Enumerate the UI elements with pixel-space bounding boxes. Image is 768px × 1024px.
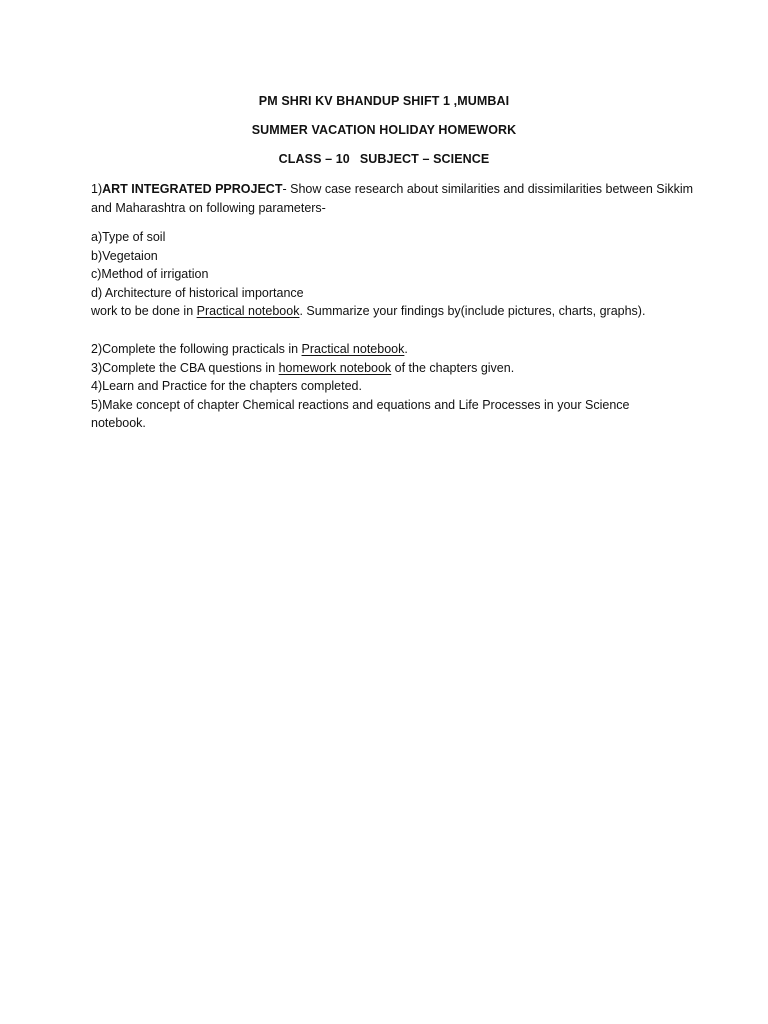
work-instruction xyxy=(91,302,691,321)
task-1-number: 1) xyxy=(91,182,103,196)
task-3-text: 3)Complete the CBA questions in xyxy=(91,360,279,375)
work-suffix: . Summarize your findings by(include pictures, charts, graphs). xyxy=(299,304,646,319)
class-subject-line xyxy=(0,152,768,166)
task-5-line-2: notebook. xyxy=(91,416,146,431)
task-1-text: - Show case research about similarities and dissimilarities between Sikkim xyxy=(282,182,694,196)
param-vegetation: b)Vegetaion xyxy=(91,248,158,263)
parameter-list xyxy=(91,228,691,321)
task-1-heading: ART INTEGRATED PPROJECT xyxy=(102,182,283,196)
task-3-suffix: of the chapters given. xyxy=(391,360,515,375)
task-2-text: 2)Complete the following practicals in xyxy=(91,342,302,356)
task-5-line-1: 5)Make concept of chapter Chemical reactions and equations and Life Processes in your Science xyxy=(91,397,630,412)
param-irrigation: c)Method of irrigation xyxy=(91,267,209,282)
subject-label: SUBJECT – SCIENCE xyxy=(359,152,490,166)
task-list xyxy=(91,340,691,433)
practical-notebook-ref-2: Practical notebook xyxy=(301,342,405,356)
task-1 xyxy=(91,180,694,217)
school-name: PM SHRI KV BHANDUP SHIFT 1 ,MUMBAI xyxy=(258,94,510,108)
task-1-line-1 xyxy=(91,180,694,199)
homework-title: SUMMER VACATION HOLIDAY HOMEWORK xyxy=(251,123,517,137)
work-prefix: work to be done in xyxy=(91,304,197,319)
homework-notebook-ref: homework notebook xyxy=(278,360,392,375)
task-2 xyxy=(91,340,691,359)
practical-notebook-ref: Practical notebook xyxy=(196,304,300,319)
class-label: CLASS – 10 xyxy=(278,152,350,166)
task-4: 4)Learn and Practice for the chapters completed. xyxy=(91,379,362,394)
task-2-suffix: . xyxy=(404,342,408,356)
param-soil: a)Type of soil xyxy=(91,230,166,244)
task-3 xyxy=(91,359,691,378)
param-architecture: d) Architecture of historical importance xyxy=(91,285,304,300)
task-1-line-2: and Maharashtra on following parameters- xyxy=(91,200,326,215)
